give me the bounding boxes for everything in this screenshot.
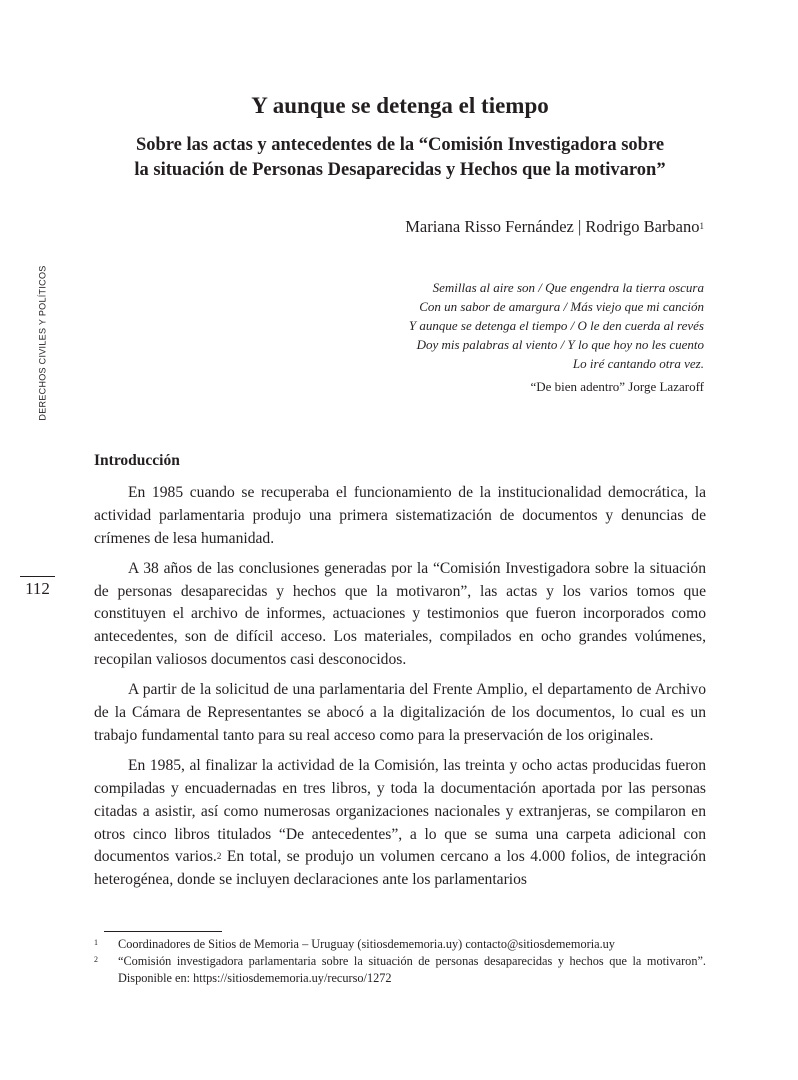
epigraph-line: Semillas al aire son / Que engendra la tierra oscura	[432, 280, 704, 295]
epigraph-line: Lo iré cantando otra vez.	[572, 356, 704, 371]
page-number: 112	[25, 579, 50, 598]
footnote-ref[interactable]: 2	[216, 851, 222, 862]
subtitle-line: la situación de Personas Desaparecidas y Hechos que la motivaron”	[134, 160, 666, 180]
subtitle-line: Sobre las actas y antecedentes de la “Comisión Investigadora sobre	[135, 135, 665, 155]
section-heading: Introducción	[94, 452, 180, 469]
footnote-number: 1	[94, 938, 98, 947]
footnote-rule	[104, 931, 222, 932]
paragraph: A partir de la solicitud de una parlamentaria del Frente Amplio, el departamento de Archivo de la Cámara de Representantes se abocó a la digitalización de los documentos, lo cual es un trabajo fundamental tanto para su real acceso como para la preservación de los originales.	[94, 681, 706, 744]
footnote-ref[interactable]: 1	[699, 221, 704, 231]
footnote-number: 2	[94, 955, 98, 964]
page-number-rule	[20, 576, 55, 577]
article-subtitle	[94, 133, 706, 183]
paragraph-text: En 1985, al finalizar la actividad de la Comisión, las treinta y ocho actas producidas fueron compiladas y encuadernadas en tres libros, y toda la documentación aportada por las personas citadas a asistir, así como numerosas organizaciones nacionales y extranjeras, se compilaron en otros cinco libros titulados “De antecedentes”, a lo que se suma una carpeta adicional con documentos varios.	[94, 757, 706, 866]
authors-line	[405, 216, 704, 238]
author-names: Mariana Risso Fernández | Rodrigo Barbano	[405, 217, 700, 236]
epigraph-line: Y aunque se detenga el tiempo / O le den cuerda al revés	[408, 318, 704, 333]
side-label-text: DERECHOS CIVILES Y POLÍTICOS	[37, 265, 48, 421]
body-text	[94, 482, 706, 900]
epigraph-source: “De bien adentro” Jorge Lazaroff	[530, 379, 704, 394]
footnotes	[94, 936, 706, 987]
epigraph-line: Doy mis palabras al viento / Y lo que hoy no les cuento	[416, 337, 704, 352]
footnote-text: Coordinadores de Sitios de Memoria – Uruguay (sitiosdememoria.uy) contacto@sitiosdememoria.uy	[118, 937, 615, 951]
paragraph-text: En total, se produjo un volumen cercano a los 4.000 folios, de integración heterogénea, donde se incluyen declaraciones ante los parlamentarios	[94, 848, 707, 889]
paragraph: En 1985 cuando se recuperaba el funcionamiento de la institucionalidad democrática, la actividad parlamentaria produjo una primera sistematización de documentos y denuncias de crímenes de lesa humanidad.	[94, 484, 706, 547]
paragraph	[94, 755, 706, 892]
footnote	[94, 953, 706, 987]
footnote	[94, 936, 706, 953]
paragraph: A 38 años de las conclusiones generadas por la “Comisión Investigadora sobre la situación de personas desaparecidas y hechos que la motivaron”, las actas y los varios tomos que constituyen el archivo de informes, actuaciones y testimonios que fueron incorporados como antecedentes, son de difícil acceso. Los materiales, compilados en ocho grandes volúmenes, recopilan valiosos documentos casi desconocidos.	[94, 559, 706, 669]
article-title: Y aunque se detenga el tiempo	[251, 93, 549, 118]
footnote-text: “Comisión investigadora parlamentaria sobre la situación de personas desaparecidas y hechos que la motivaron”. Disponible en: https://sitiosdememoria.uy/recurso/1272	[118, 954, 706, 985]
section-side-label	[36, 262, 48, 427]
epigraph-line: Con un sabor de amargura / Más viejo que mi canción	[419, 299, 704, 314]
epigraph	[409, 278, 704, 373]
